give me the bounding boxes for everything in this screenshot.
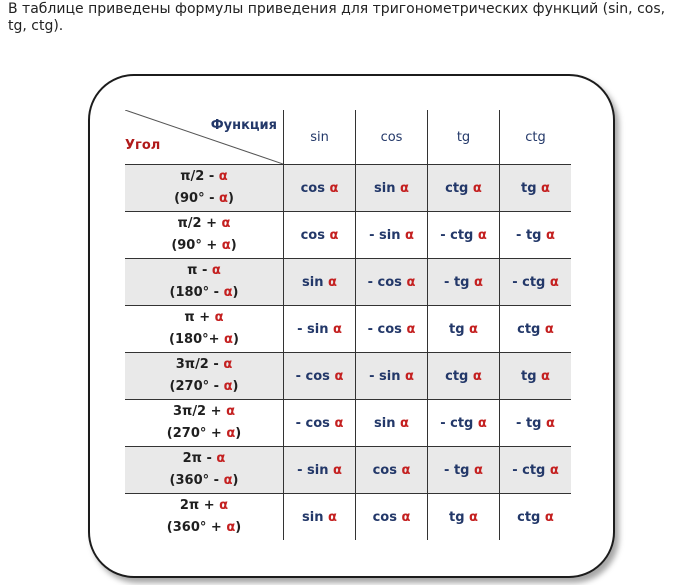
alpha-symbol: α — [544, 321, 554, 337]
angle-radians — [125, 166, 283, 188]
angle-degrees — [125, 329, 283, 351]
value-cell-sin — [284, 212, 356, 259]
value-function-text: tg — [449, 509, 470, 525]
value-cell-tg — [428, 212, 500, 259]
angle-cell — [125, 212, 284, 259]
value-function-text: - cos — [367, 321, 407, 337]
alpha-symbol: α — [541, 180, 550, 196]
value-function-text: sin — [302, 274, 329, 290]
value-cell-ctg — [500, 353, 572, 400]
close-paren: ) — [232, 285, 239, 300]
alpha-symbol: α — [226, 520, 236, 535]
alpha-symbol: α — [332, 462, 342, 478]
value-function-text: - sin — [297, 462, 333, 478]
angle-radians-text: 2π + — [179, 498, 220, 513]
alpha-symbol: α — [329, 180, 339, 196]
angle-degrees — [125, 423, 283, 445]
alpha-symbol: α — [472, 180, 482, 196]
alpha-symbol: α — [211, 263, 221, 278]
angle-radians-text: 2π - — [182, 451, 217, 466]
value-function-text: - tg — [516, 415, 547, 431]
value-function-text: - ctg — [512, 274, 550, 290]
alpha-symbol: α — [404, 368, 414, 384]
angle-radians — [125, 354, 283, 376]
alpha-symbol: α — [546, 227, 555, 243]
value-function-text: tg — [521, 368, 542, 384]
value-cell-ctg — [500, 165, 572, 212]
alpha-symbol: α — [329, 227, 339, 243]
value-cell-cos — [356, 165, 428, 212]
angle-radians — [125, 213, 283, 235]
value-function-text: tg — [449, 321, 470, 337]
alpha-symbol: α — [219, 191, 228, 206]
value-function-text: - cos — [367, 274, 407, 290]
angle-cell — [125, 447, 284, 494]
alpha-symbol: α — [221, 238, 231, 253]
alpha-symbol: α — [223, 357, 233, 372]
value-function-text: - ctg — [440, 415, 478, 431]
alpha-symbol: α — [544, 509, 554, 525]
close-paren: ) — [235, 520, 242, 535]
value-function-text: - ctg — [512, 462, 550, 478]
value-function-text: cos — [300, 227, 330, 243]
value-cell-ctg — [500, 400, 572, 447]
alpha-symbol: α — [226, 404, 235, 419]
value-cell-sin — [284, 259, 356, 306]
alpha-symbol: α — [219, 498, 229, 513]
value-cell-tg — [428, 259, 500, 306]
value-cell-tg — [428, 400, 500, 447]
alpha-symbol: α — [549, 274, 559, 290]
alpha-symbol: α — [541, 368, 550, 384]
value-function-text: cos — [372, 509, 402, 525]
close-paren: ) — [230, 238, 237, 253]
alpha-symbol: α — [404, 227, 414, 243]
value-function-text: - ctg — [440, 227, 478, 243]
alpha-symbol: α — [223, 473, 233, 488]
value-function-text: - cos — [295, 415, 335, 431]
value-function-text: cos — [300, 180, 330, 196]
value-function-text: cos — [372, 462, 402, 478]
value-function-text: ctg — [445, 368, 473, 384]
value-function-text: - sin — [297, 321, 333, 337]
angle-degrees-text: (270° + — [166, 426, 227, 441]
table-row — [125, 259, 571, 306]
value-cell-ctg — [500, 494, 572, 541]
alpha-symbol: α — [332, 321, 342, 337]
alpha-symbol: α — [472, 368, 482, 384]
angle-radians-text: π + — [184, 310, 215, 325]
alpha-symbol: α — [224, 332, 233, 347]
angle-radians-text: 3π/2 + — [172, 404, 227, 419]
alpha-symbol: α — [214, 310, 224, 325]
angle-radians — [125, 307, 283, 329]
table-row — [125, 447, 571, 494]
value-function-text: ctg — [445, 180, 473, 196]
alpha-symbol: α — [400, 180, 409, 196]
alpha-symbol: α — [546, 415, 555, 431]
value-cell-cos — [356, 212, 428, 259]
angle-degrees — [125, 470, 283, 492]
value-cell-sin — [284, 400, 356, 447]
table-row — [125, 353, 571, 400]
value-cell-cos — [356, 353, 428, 400]
angle-radians — [125, 401, 283, 423]
angle-cell — [125, 353, 284, 400]
value-cell-cos — [356, 306, 428, 353]
alpha-symbol: α — [477, 227, 487, 243]
angle-degrees-text: (270° - — [169, 379, 224, 394]
angle-label: Угол — [125, 138, 161, 153]
value-function-text: - sin — [369, 368, 405, 384]
angle-radians-text: π - — [187, 263, 212, 278]
angle-degrees — [125, 282, 283, 304]
alpha-symbol: α — [221, 216, 231, 231]
value-cell-tg — [428, 353, 500, 400]
value-cell-tg — [428, 306, 500, 353]
alpha-symbol: α — [218, 169, 228, 184]
alpha-symbol: α — [328, 509, 337, 525]
close-paren: ) — [235, 426, 242, 441]
angle-radians — [125, 495, 283, 517]
alpha-symbol: α — [474, 462, 483, 478]
value-function-text: tg — [521, 180, 542, 196]
close-paren: ) — [232, 379, 239, 394]
angle-degrees — [125, 235, 283, 257]
value-function-text: - sin — [369, 227, 405, 243]
table-row — [125, 165, 571, 212]
alpha-symbol: α — [406, 274, 416, 290]
alpha-symbol: α — [474, 274, 483, 290]
angle-degrees — [125, 188, 283, 210]
value-function-text: sin — [374, 180, 401, 196]
alpha-symbol: α — [223, 285, 233, 300]
angle-radians-text: π/2 + — [177, 216, 222, 231]
angle-radians — [125, 448, 283, 470]
value-cell-cos — [356, 400, 428, 447]
value-function-text: sin — [374, 415, 401, 431]
angle-degrees — [125, 376, 283, 398]
angle-degrees-text: (360° + — [166, 520, 227, 535]
angle-cell — [125, 165, 284, 212]
alpha-symbol: α — [328, 274, 337, 290]
value-cell-sin — [284, 494, 356, 541]
alpha-symbol: α — [477, 415, 487, 431]
angle-degrees — [125, 517, 283, 539]
value-cell-cos — [356, 259, 428, 306]
intro-text: В таблице приведены формулы приведения для тригонометрических функций (sin, cos, tg, ctg). — [8, 1, 666, 34]
angle-radians-text: π/2 - — [180, 169, 219, 184]
table-row — [125, 400, 571, 447]
value-cell-sin — [284, 165, 356, 212]
table-row — [125, 306, 571, 353]
function-label: Функция — [210, 118, 277, 133]
angle-degrees-text: (180° - — [169, 285, 224, 300]
angle-degrees-text: (90° - — [174, 191, 220, 206]
table-row — [125, 494, 571, 541]
alpha-symbol: α — [334, 415, 344, 431]
value-cell-sin — [284, 447, 356, 494]
column-header-sin: sin — [284, 110, 356, 165]
angle-radians — [125, 260, 283, 282]
column-header-tg: tg — [428, 110, 500, 165]
value-cell-ctg — [500, 259, 572, 306]
value-cell-sin — [284, 306, 356, 353]
value-function-text: - tg — [516, 227, 547, 243]
value-function-text: - tg — [444, 462, 475, 478]
alpha-symbol: α — [549, 462, 559, 478]
close-paren: ) — [232, 473, 239, 488]
table-header-row — [125, 110, 571, 165]
value-cell-sin — [284, 353, 356, 400]
column-header-cos: cos — [356, 110, 428, 165]
value-function-text: ctg — [517, 509, 545, 525]
angle-degrees-text: (90° + — [171, 238, 222, 253]
alpha-symbol: α — [334, 368, 344, 384]
value-function-text: - cos — [295, 368, 335, 384]
value-cell-cos — [356, 494, 428, 541]
value-cell-tg — [428, 447, 500, 494]
value-cell-cos — [356, 447, 428, 494]
angle-radians-text: 3π/2 - — [175, 357, 224, 372]
angle-cell — [125, 400, 284, 447]
corner-cell — [125, 110, 284, 165]
angle-degrees-text: (180°+ — [169, 332, 225, 347]
value-function-text: ctg — [517, 321, 545, 337]
value-cell-tg — [428, 165, 500, 212]
alpha-symbol: α — [400, 415, 409, 431]
alpha-symbol: α — [406, 321, 416, 337]
angle-cell — [125, 259, 284, 306]
alpha-symbol: α — [469, 509, 478, 525]
alpha-symbol: α — [226, 426, 236, 441]
value-function-text: - tg — [444, 274, 475, 290]
angle-cell — [125, 306, 284, 353]
value-cell-ctg — [500, 306, 572, 353]
alpha-symbol: α — [469, 321, 478, 337]
value-cell-tg — [428, 494, 500, 541]
column-header-ctg: ctg — [500, 110, 572, 165]
value-cell-ctg — [500, 447, 572, 494]
angle-cell — [125, 494, 284, 541]
close-paren: ) — [232, 332, 239, 347]
value-cell-ctg — [500, 212, 572, 259]
value-function-text: sin — [302, 509, 329, 525]
angle-degrees-text: (360° - — [169, 473, 224, 488]
alpha-symbol: α — [401, 509, 411, 525]
table-row — [125, 212, 571, 259]
reduction-formulas-table — [125, 110, 571, 540]
alpha-symbol: α — [401, 462, 411, 478]
alpha-symbol: α — [223, 379, 233, 394]
close-paren: ) — [227, 191, 234, 206]
alpha-symbol: α — [216, 451, 226, 466]
